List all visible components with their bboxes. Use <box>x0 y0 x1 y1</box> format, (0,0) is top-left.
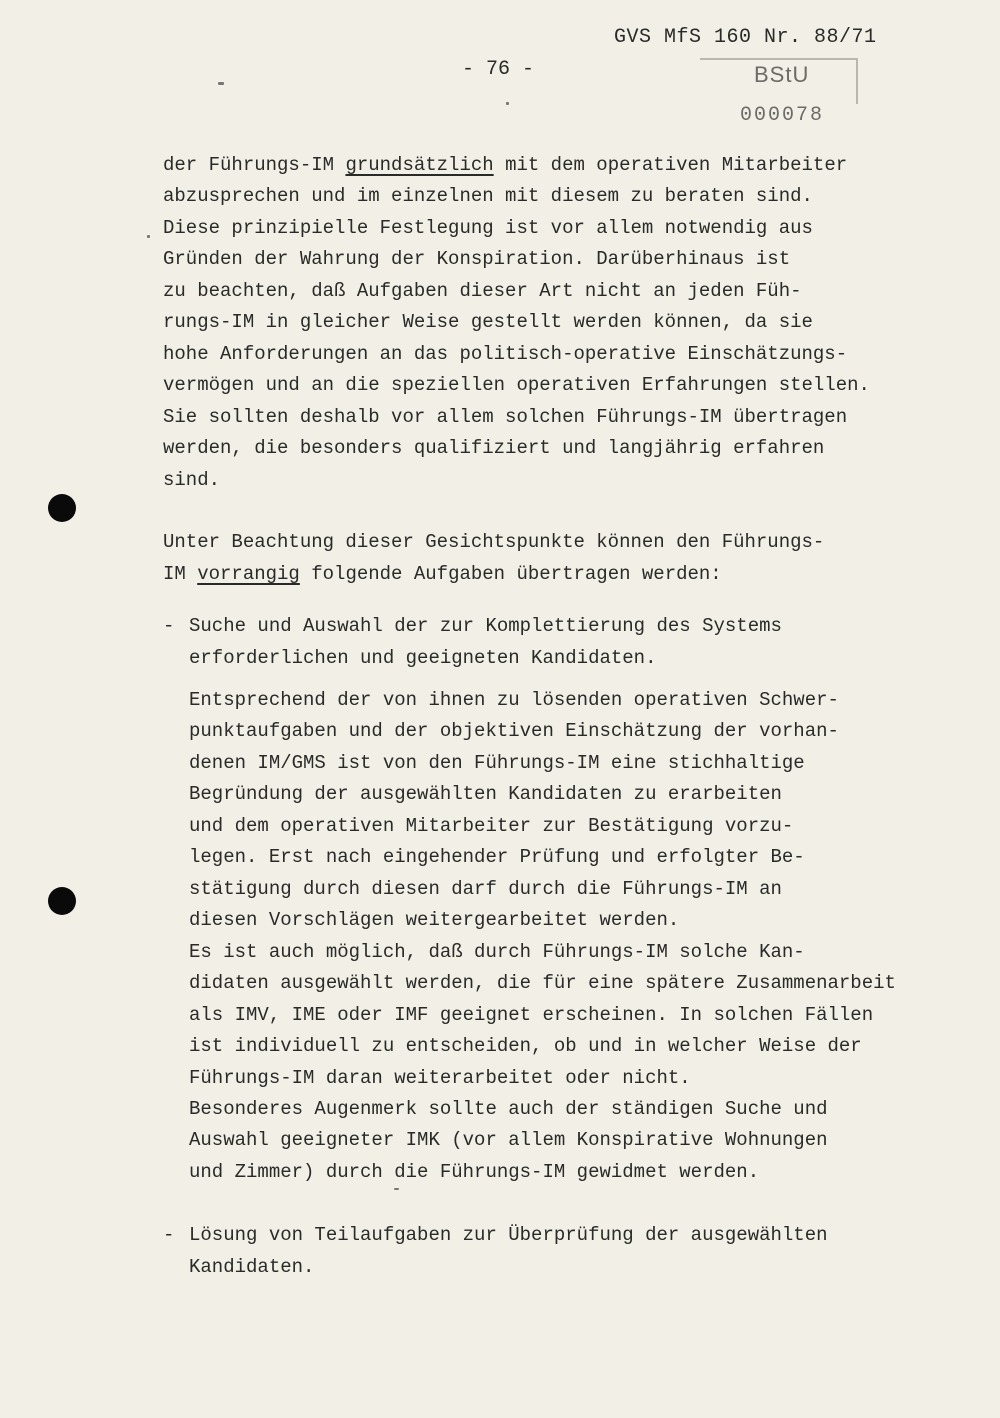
bullet-body-line: punktaufgaben und der objektiven Einschätzung der vorhan- <box>189 720 839 742</box>
bullet-body-line: als IMV, IME oder IMF geeignet erscheinen. In solchen Fällen <box>189 1004 874 1026</box>
bullet-body-line: diesen Vorschlägen weitergearbeitet werden. <box>189 909 680 931</box>
bullet-body-line: und dem operativen Mitarbeiter zur Bestätigung vorzu- <box>189 815 794 837</box>
paragraph-line: zu beachten, daß Aufgaben dieser Art nicht an jeden Füh- <box>163 280 802 302</box>
bullet-body-line: Es ist auch möglich, daß durch Führungs-IM solche Kan- <box>189 941 805 963</box>
paragraph-line: Sie sollten deshalb vor allem solchen Führungs-IM übertragen <box>163 406 848 428</box>
scan-speck <box>218 82 224 85</box>
underlined-word: vorrangig <box>197 563 300 585</box>
bullet-body-line: Entsprechend der von ihnen zu lösenden operativen Schwer- <box>189 689 839 711</box>
bullet-dash: - <box>163 615 175 637</box>
punch-hole-bottom <box>48 887 76 915</box>
bullet-body-line: legen. Erst nach eingehender Prüfung und erfolgter Be- <box>189 846 805 868</box>
text-run: der Führungs-IM <box>163 154 346 176</box>
paragraph-line: abzusprechen und im einzelnen mit diesem zu beraten sind. <box>163 185 813 207</box>
paragraph-line: hohe Anforderungen an das politisch-operative Einschätzungs- <box>163 343 848 365</box>
stamp-title: BStU <box>754 62 810 87</box>
scan-speck <box>394 1188 399 1190</box>
paragraph-line: vermögen und an die speziellen operativen Erfahrungen stellen. <box>163 374 870 396</box>
bullet-body-line: Besonderes Augenmerk sollte auch der ständigen Suche und <box>189 1098 828 1120</box>
bullet-body-line: Führungs-IM daran weiterarbeitet oder nicht. <box>189 1067 691 1089</box>
paragraph-line: Unter Beachtung dieser Gesichtspunkte können den Führungs- <box>163 531 825 553</box>
bullet-body-line: stätigung durch diesen darf durch die Führungs-IM an <box>189 878 782 900</box>
bullet-line: erforderlichen und geeigneten Kandidaten. <box>189 647 657 669</box>
underlined-word: grundsätzlich <box>345 154 494 176</box>
paragraph-line: Gründen der Wahrung der Konspiration. Darüberhinaus ist <box>163 248 791 270</box>
paragraph-line <box>163 562 722 586</box>
bullet-line: Suche und Auswahl der zur Komplettierung des Systems <box>189 615 782 637</box>
text-run: mit dem operativen Mitarbeiter <box>493 154 848 176</box>
bullet-body-line: Auswahl geeigneter IMK (vor allem Konspirative Wohnungen <box>189 1129 828 1151</box>
bullet-dash: - <box>163 1224 175 1246</box>
stamp-number: 000078 <box>740 104 825 127</box>
bullet-body-line: Begründung der ausgewählten Kandidaten zu erarbeiten <box>189 783 782 805</box>
bullet-body-line: denen IM/GMS ist von den Führungs-IM eine stichhaltige <box>189 752 805 774</box>
document-reference: GVS MfS 160 Nr. 88/71 <box>614 26 877 49</box>
punch-hole-top <box>48 494 76 522</box>
paragraph-line <box>163 153 847 177</box>
bullet-body-line: und Zimmer) durch die Führungs-IM gewidmet werden. <box>189 1161 760 1183</box>
paragraph-line: Diese prinzipielle Festlegung ist vor allem notwendig aus <box>163 217 813 239</box>
text-run: IM <box>163 563 198 585</box>
paragraph-line: rungs-IM in gleicher Weise gestellt werden können, da sie <box>163 311 813 333</box>
bullet-body-line: ist individuell zu entscheiden, ob und in welcher Weise der <box>189 1035 862 1057</box>
bullet-line: Lösung von Teilaufgaben zur Überprüfung der ausgewählten <box>189 1224 828 1246</box>
scan-speck <box>147 235 150 238</box>
bullet-body-line: didaten ausgewählt werden, die für eine spätere Zusammenarbeit <box>189 972 896 994</box>
bullet-line: Kandidaten. <box>189 1256 315 1278</box>
text-run: folgende Aufgaben übertragen werden: <box>299 563 722 585</box>
paragraph-line: werden, die besonders qualifiziert und langjährig erfahren <box>163 437 825 459</box>
page-number: - 76 - <box>462 58 535 81</box>
scan-speck <box>506 102 509 105</box>
paragraph-line: sind. <box>163 469 221 491</box>
archive-stamp <box>700 58 858 138</box>
